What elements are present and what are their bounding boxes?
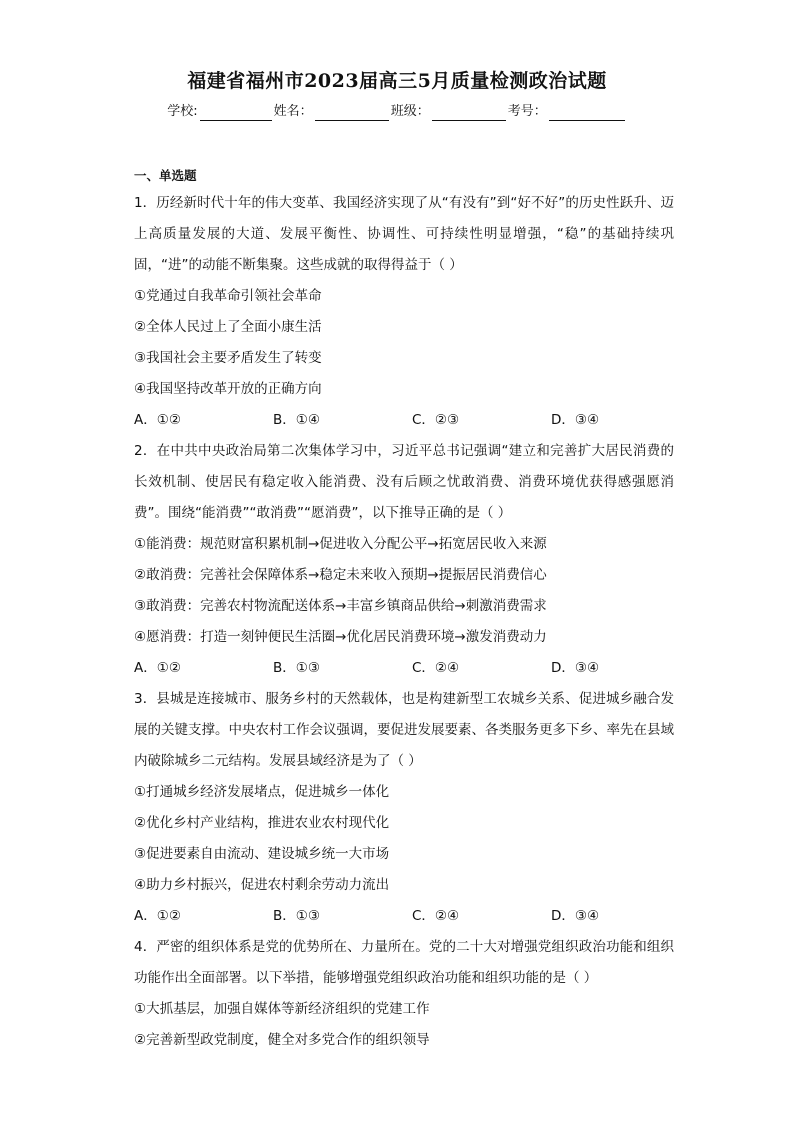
class-blank[interactable]: [432, 106, 506, 121]
choice-d[interactable]: D．③④: [551, 660, 600, 676]
choice-a[interactable]: A．①②: [134, 412, 181, 428]
question-3: [134, 684, 674, 932]
name-blank[interactable]: [315, 106, 389, 121]
question-1: [134, 188, 674, 436]
question-2: [134, 436, 674, 684]
name-label: 姓名：: [273, 104, 313, 119]
choice-c[interactable]: C．②④: [412, 660, 460, 676]
choice-b[interactable]: B．①③: [273, 908, 320, 924]
answer-choices: [134, 405, 674, 436]
statement-option: ④助力乡村振兴，促进农村剩余劳动力流出: [134, 877, 390, 893]
statement-option: ④我国坚持改革开放的正确方向: [134, 381, 322, 397]
school-blank[interactable]: [200, 106, 272, 121]
choice-c[interactable]: C．②④: [412, 908, 460, 924]
statement-option: ④愿消费：打造一刻钟便民生活圈→优化居民消费环境→激发消费动力: [134, 629, 547, 645]
statement-option: ③敢消费：完善农村物流配送体系→丰富乡镇商品供给→刺激消费需求: [134, 598, 547, 614]
statement-option: ②敢消费：完善社会保障体系→稳定未来收入预期→提振居民消费信心: [134, 567, 547, 583]
section-heading: 一、单选题: [134, 168, 197, 183]
choice-d[interactable]: D．③④: [551, 908, 600, 924]
question-stem: 3．县城是连接城市、服务乡村的天然载体，也是构建新型工农城乡关系、促进城乡融合发展的关键支撑。中央农村工作会议强调，要促进发展要素、各类服务更多下乡、率先在县域内破除城乡二元结构。发展县域经济是为了（ ）: [134, 691, 674, 769]
exam-number-label: 考号：: [507, 104, 547, 119]
question-4: [134, 932, 674, 1056]
choice-b[interactable]: B．①③: [273, 660, 320, 676]
question-stem: 1．历经新时代十年的伟大变革、我国经济实现了从“有没有”到“好不好”的历史性跃升、迈上高质量发展的大道、发展平衡性、协调性、可持续性明显增强，“稳”的基础持续巩固，“进”的动能不断集聚。这些成就的取得得益于（ ）: [134, 195, 674, 273]
choice-a[interactable]: A．①②: [134, 660, 181, 676]
statement-option: ①打通城乡经济发展堵点，促进城乡一体化: [134, 784, 390, 800]
choice-d[interactable]: D．③④: [551, 412, 600, 428]
statement-option: ③促进要素自由流动、建设城乡统一大市场: [134, 846, 390, 862]
statement-option: ②全体人民过上了全面小康生活: [134, 319, 322, 335]
statement-option: ②完善新型政党制度，健全对多党合作的组织领导: [134, 1032, 430, 1048]
statement-option: ①党通过自我革命引领社会革命: [134, 288, 322, 304]
question-list: [134, 188, 674, 1056]
choice-b[interactable]: B．①④: [273, 412, 320, 428]
class-label: 班级：: [390, 104, 430, 119]
statement-option: ①大抓基层，加强自媒体等新经济组织的党建工作: [134, 1001, 430, 1017]
school-label: 学校:: [167, 104, 198, 119]
question-stem: 4．严密的组织体系是党的优势所在、力量所在。党的二十大对增强党组织政治功能和组织功能作出全面部署。以下举措，能够增强党组织政治功能和组织功能的是（ ）: [134, 939, 674, 986]
student-info-row: [0, 103, 794, 121]
answer-choices: [134, 901, 674, 932]
question-stem: 2．在中共中央政治局第二次集体学习中，习近平总书记强调“建立和完善扩大居民消费的长效机制、使居民有稳定收入能消费、没有后顾之忧敢消费、消费环境优获得感强愿消费”。围绕“能消费”“敢消费”“愿消费”，以下推导正确的是（ ）: [134, 443, 674, 521]
statement-option: ③我国社会主要矛盾发生了转变: [134, 350, 322, 366]
statement-option: ②优化乡村产业结构，推进农业农村现代化: [134, 815, 390, 831]
exam-title: 福建省福州市2023届高三5月质量检测政治试题: [187, 70, 607, 92]
statement-option: ①能消费：规范财富积累机制→促进收入分配公平→拓宽居民收入来源: [134, 536, 547, 552]
exam-number-blank[interactable]: [549, 106, 625, 121]
choice-a[interactable]: A．①②: [134, 908, 181, 924]
answer-choices: [134, 653, 674, 684]
choice-c[interactable]: C．②③: [412, 412, 460, 428]
